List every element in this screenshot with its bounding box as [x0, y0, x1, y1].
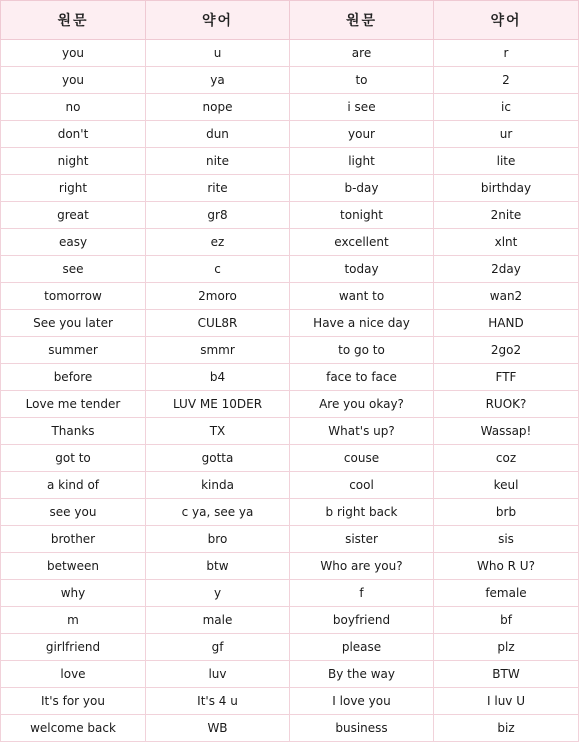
cell-original-1: Love me tender [1, 391, 146, 418]
header-abbreviation-2: 약어 [434, 1, 579, 40]
cell-original-2: to go to [290, 337, 434, 364]
table-row [1, 526, 579, 553]
table-row [1, 580, 579, 607]
table-row [1, 283, 579, 310]
cell-original-2: want to [290, 283, 434, 310]
table-row [1, 472, 579, 499]
cell-abbreviation-1: c [146, 256, 290, 283]
cell-abbreviation-1: bro [146, 526, 290, 553]
cell-abbreviation-2: ic [434, 94, 579, 121]
cell-original-1: brother [1, 526, 146, 553]
cell-abbreviation-2: HAND [434, 310, 579, 337]
cell-original-1: Thanks [1, 418, 146, 445]
header-abbreviation-1: 약어 [146, 1, 290, 40]
cell-original-1: easy [1, 229, 146, 256]
cell-original-1: It's for you [1, 688, 146, 715]
cell-abbreviation-2: coz [434, 445, 579, 472]
cell-original-1: see you [1, 499, 146, 526]
cell-abbreviation-1: gotta [146, 445, 290, 472]
cell-abbreviation-1: dun [146, 121, 290, 148]
cell-original-2: sister [290, 526, 434, 553]
cell-abbreviation-1: b4 [146, 364, 290, 391]
header-original-2: 원문 [290, 1, 434, 40]
cell-original-1: tomorrow [1, 283, 146, 310]
cell-original-1: great [1, 202, 146, 229]
cell-abbreviation-1: luv [146, 661, 290, 688]
cell-abbreviation-2: Who R U? [434, 553, 579, 580]
table-row [1, 607, 579, 634]
cell-original-1: girlfriend [1, 634, 146, 661]
cell-abbreviation-2: birthday [434, 175, 579, 202]
cell-abbreviation-2: brb [434, 499, 579, 526]
cell-original-2: cool [290, 472, 434, 499]
cell-original-1: see [1, 256, 146, 283]
table-row [1, 445, 579, 472]
cell-abbreviation-1: nite [146, 148, 290, 175]
cell-abbreviation-2: r [434, 40, 579, 67]
table-row [1, 418, 579, 445]
cell-abbreviation-2: wan2 [434, 283, 579, 310]
cell-abbreviation-2: bf [434, 607, 579, 634]
cell-original-2: What's up? [290, 418, 434, 445]
cell-abbreviation-1: rite [146, 175, 290, 202]
cell-abbreviation-2: 2day [434, 256, 579, 283]
cell-abbreviation-1: ya [146, 67, 290, 94]
cell-abbreviation-2: 2 [434, 67, 579, 94]
cell-abbreviation-1: ez [146, 229, 290, 256]
cell-original-1: welcome back [1, 715, 146, 742]
cell-original-1: love [1, 661, 146, 688]
table-row [1, 634, 579, 661]
table-row [1, 310, 579, 337]
table-row [1, 148, 579, 175]
cell-abbreviation-2: lite [434, 148, 579, 175]
cell-original-2: Who are you? [290, 553, 434, 580]
table-row [1, 229, 579, 256]
table-body [1, 40, 579, 742]
table-row [1, 175, 579, 202]
cell-original-1: you [1, 40, 146, 67]
cell-abbreviation-1: nope [146, 94, 290, 121]
table-row [1, 40, 579, 67]
cell-abbreviation-2: I luv U [434, 688, 579, 715]
cell-abbreviation-2: xlnt [434, 229, 579, 256]
cell-abbreviation-2: BTW [434, 661, 579, 688]
cell-abbreviation-1: btw [146, 553, 290, 580]
cell-original-1: before [1, 364, 146, 391]
cell-original-1: See you later [1, 310, 146, 337]
cell-original-1: a kind of [1, 472, 146, 499]
table-row [1, 256, 579, 283]
cell-abbreviation-2: 2nite [434, 202, 579, 229]
cell-abbreviation-2: FTF [434, 364, 579, 391]
table-row [1, 661, 579, 688]
cell-abbreviation-1: 2moro [146, 283, 290, 310]
cell-original-2: By the way [290, 661, 434, 688]
cell-abbreviation-1: y [146, 580, 290, 607]
cell-abbreviation-2: 2go2 [434, 337, 579, 364]
cell-abbreviation-2: ur [434, 121, 579, 148]
cell-original-2: face to face [290, 364, 434, 391]
cell-original-2: light [290, 148, 434, 175]
header-original-1: 원문 [1, 1, 146, 40]
cell-original-2: today [290, 256, 434, 283]
cell-original-1: you [1, 67, 146, 94]
cell-abbreviation-1: CUL8R [146, 310, 290, 337]
table-row [1, 688, 579, 715]
cell-original-2: couse [290, 445, 434, 472]
cell-original-2: please [290, 634, 434, 661]
cell-original-2: boyfriend [290, 607, 434, 634]
cell-original-2: business [290, 715, 434, 742]
table-row [1, 337, 579, 364]
table-row [1, 391, 579, 418]
cell-original-2: b-day [290, 175, 434, 202]
cell-abbreviation-1: LUV ME 10DER [146, 391, 290, 418]
table-row [1, 553, 579, 580]
cell-original-1: night [1, 148, 146, 175]
cell-abbreviation-1: smmr [146, 337, 290, 364]
cell-original-2: Are you okay? [290, 391, 434, 418]
cell-original-2: tonight [290, 202, 434, 229]
cell-abbreviation-2: female [434, 580, 579, 607]
cell-abbreviation-2: keul [434, 472, 579, 499]
cell-abbreviation-2: biz [434, 715, 579, 742]
cell-abbreviation-1: It's 4 u [146, 688, 290, 715]
table-row [1, 94, 579, 121]
cell-original-1: no [1, 94, 146, 121]
cell-original-1: between [1, 553, 146, 580]
cell-original-2: excellent [290, 229, 434, 256]
cell-original-2: i see [290, 94, 434, 121]
table-row [1, 202, 579, 229]
table-row [1, 67, 579, 94]
table-row [1, 715, 579, 742]
cell-abbreviation-2: RUOK? [434, 391, 579, 418]
cell-original-2: your [290, 121, 434, 148]
header-row [1, 1, 579, 40]
cell-original-1: right [1, 175, 146, 202]
cell-abbreviation-1: gf [146, 634, 290, 661]
cell-abbreviation-2: plz [434, 634, 579, 661]
cell-abbreviation-1: kinda [146, 472, 290, 499]
cell-abbreviation-1: c ya, see ya [146, 499, 290, 526]
cell-original-2: to [290, 67, 434, 94]
cell-original-1: got to [1, 445, 146, 472]
cell-abbreviation-1: TX [146, 418, 290, 445]
cell-abbreviation-1: male [146, 607, 290, 634]
table-row [1, 121, 579, 148]
cell-abbreviation-1: gr8 [146, 202, 290, 229]
cell-abbreviation-2: sis [434, 526, 579, 553]
cell-original-2: Have a nice day [290, 310, 434, 337]
cell-original-2: f [290, 580, 434, 607]
cell-original-2: I love you [290, 688, 434, 715]
cell-abbreviation-1: WB [146, 715, 290, 742]
cell-original-2: are [290, 40, 434, 67]
cell-abbreviation-1: u [146, 40, 290, 67]
cell-original-1: why [1, 580, 146, 607]
cell-abbreviation-2: Wassap! [434, 418, 579, 445]
table-row [1, 499, 579, 526]
cell-original-1: summer [1, 337, 146, 364]
table-row [1, 364, 579, 391]
cell-original-1: don't [1, 121, 146, 148]
cell-original-2: b right back [290, 499, 434, 526]
cell-original-1: m [1, 607, 146, 634]
